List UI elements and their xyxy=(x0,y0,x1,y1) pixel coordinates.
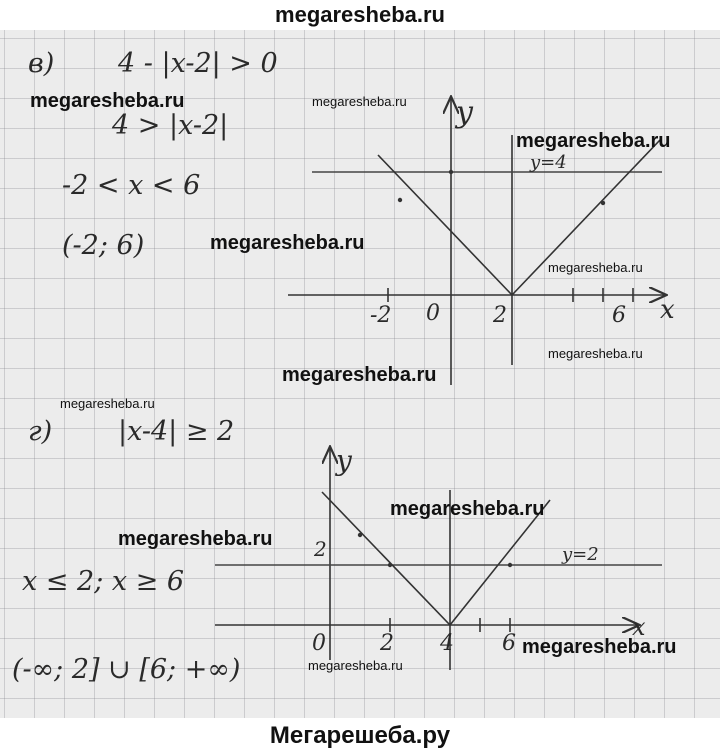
tick-label-2-1: 4 xyxy=(440,631,454,656)
part-v-step1: 4 > |x-2| xyxy=(112,110,229,141)
watermark: megaresheba.ru xyxy=(390,498,545,520)
point-2b xyxy=(508,563,512,567)
point-1b xyxy=(601,201,605,205)
watermark: megaresheba.ru xyxy=(312,94,407,109)
line-label-y4: y=4 xyxy=(530,152,567,173)
origin-label-2: 0 xyxy=(312,631,326,656)
tick-label-2-0: 2 xyxy=(380,631,394,656)
x-label-1: x xyxy=(660,295,675,325)
watermark: megaresheba.ru xyxy=(210,232,365,254)
watermark: megaresheba.ru xyxy=(118,528,273,550)
tick-label-1-0: -2 xyxy=(370,303,392,328)
y-label-2: y xyxy=(336,444,352,477)
part-v-step2: -2 < x < 6 xyxy=(62,170,201,201)
point-2a xyxy=(388,563,392,567)
part-v-inequality: 4 - |x-2| > 0 xyxy=(118,48,278,79)
site-header: megaresheba.ru xyxy=(275,2,445,27)
part-g-inequality: |x-4| ≥ 2 xyxy=(118,416,235,447)
watermark: megaresheba.ru xyxy=(30,90,185,112)
x-label-2: x xyxy=(632,613,646,641)
line-label-y2: y=2 xyxy=(562,544,599,565)
point-1a xyxy=(398,198,402,202)
watermark: megaresheba.ru xyxy=(308,658,403,673)
watermark: megaresheba.ru xyxy=(282,364,437,386)
origin-label-1: 0 xyxy=(426,301,440,326)
watermark: megaresheba.ru xyxy=(522,636,677,658)
part-g-solution: x ≤ 2; x ≥ 6 xyxy=(22,566,185,597)
part-v-label: в) xyxy=(28,48,55,79)
y-tick-label-2: 2 xyxy=(314,537,327,561)
watermark: megaresheba.ru xyxy=(548,260,643,275)
part-g-label: г) xyxy=(28,416,53,447)
watermark: megaresheba.ru xyxy=(548,346,643,361)
tick-label-1-2: 6 xyxy=(612,303,626,328)
part-g-answer: (-∞; 2] ∪ [6; +∞) xyxy=(12,654,241,685)
part-v-answer: (-2; 6) xyxy=(62,230,145,261)
tick-label-1-1: 2 xyxy=(493,303,507,328)
watermark: megaresheba.ru xyxy=(516,130,671,152)
watermark: megaresheba.ru xyxy=(60,396,155,411)
site-footer: Мегарешеба.ру xyxy=(269,722,451,749)
notebook-page xyxy=(0,30,720,718)
point-2c xyxy=(358,533,362,537)
tick-label-2-2: 6 xyxy=(502,631,516,656)
y-label-1: y xyxy=(456,95,473,130)
point-1c xyxy=(449,170,453,174)
